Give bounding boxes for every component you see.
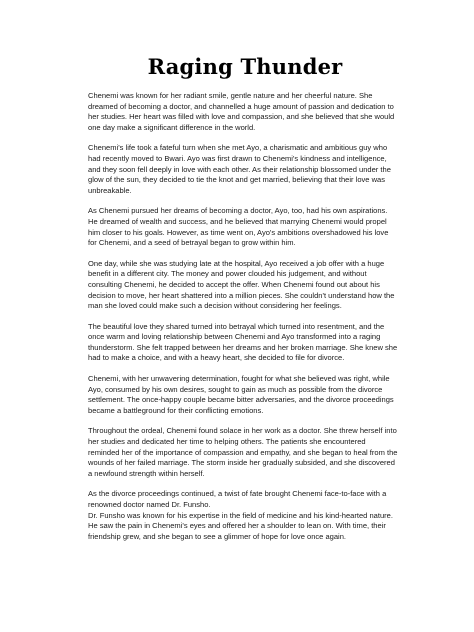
document-body	[88, 91, 402, 542]
paragraph-5: The beautiful love they shared turned into betrayal which turned into resentment, and the once warm and loving relationship between Chenemi and Ayo transformed into a raging thunderstorm. She felt trapped between her dreams and her broken marriage. She knew she had to make a choice, and with a heavy heart, she decided to file for divorce.	[88, 321, 398, 363]
paragraph-2: Chenemi's life took a fateful turn when she met Ayo, a charismatic and ambitious guy who had recently moved to Bwari. Ayo was first drawn to Chenemi's kindness and intelligence, and they soon fell deeply in love with each other. As their relationship blossomed under the glow of the sun, they decided to tie the knot and get married, believing that their love was unbreakable.	[88, 143, 391, 195]
paragraph-3: As Chenemi pursued her dreams of becoming a doctor, Ayo, too, had his own aspirations. He dreamed of wealth and success, and he believed that marrying Chenemi would propel him closer to his goals. However, as time went on, Ayo's ambitions overshadowed his love for Chenemi, and a seed of betrayal began to grow within him.	[88, 206, 389, 248]
paragraph-7: Throughout the ordeal, Chenemi found solace in her work as a doctor. She threw herself into her studies and dedicated her time to helping others. The patients she encountered reminded her of the importance of compassion and empathy, and she began to heal from the wounds of her failed marriage. The storm inside her gradually subsided, and she discovered a newfound strength within herself.	[88, 426, 398, 478]
document-title: Raging Thunder	[147, 54, 343, 79]
paragraph-8: As the divorce proceedings continued, a twist of fate brought Chenemi face-to-face with a renowned doctor named Dr. Funsho. Dr. Funsho was known for his expertise in the field of medicine and his kind-hearted nature. He saw the pain in Chenemi's eyes and offered her a shoulder to lean on. With time, their friendship grew, and she began to see a glimmer of hope for love once again.	[88, 489, 393, 541]
paragraph-1: Chenemi was known for her radiant smile, gentle nature and her cheerful nature. She dreamed of becoming a doctor, and channelled a huge amount of passion and dedication to her studies. Her heart was filled with love and compassion, and she believed that she would one day make a significant difference in the world.	[88, 91, 395, 132]
paragraph-4: One day, while she was studying late at the hospital, Ayo received a job offer with a huge benefit in a different city. The money and power clouded his judgement, and without consulting Chenemi, he decided to accept the offer. When Chenemi found out about his decision to move, her heart shattered into a million pieces. She couldn't understand how the man she loved could make such a decision without considering her feelings.	[88, 258, 395, 311]
paragraph-6: Chenemi, with her unwavering determination, fought for what she believed was right, while Ayo, consumed by his own desires, sought to gain as much as possible from the divorce settlement. The once-happy couple became bitter adversaries, and the divorce proceedings became a battleground for their conflicting emotions.	[88, 374, 394, 415]
